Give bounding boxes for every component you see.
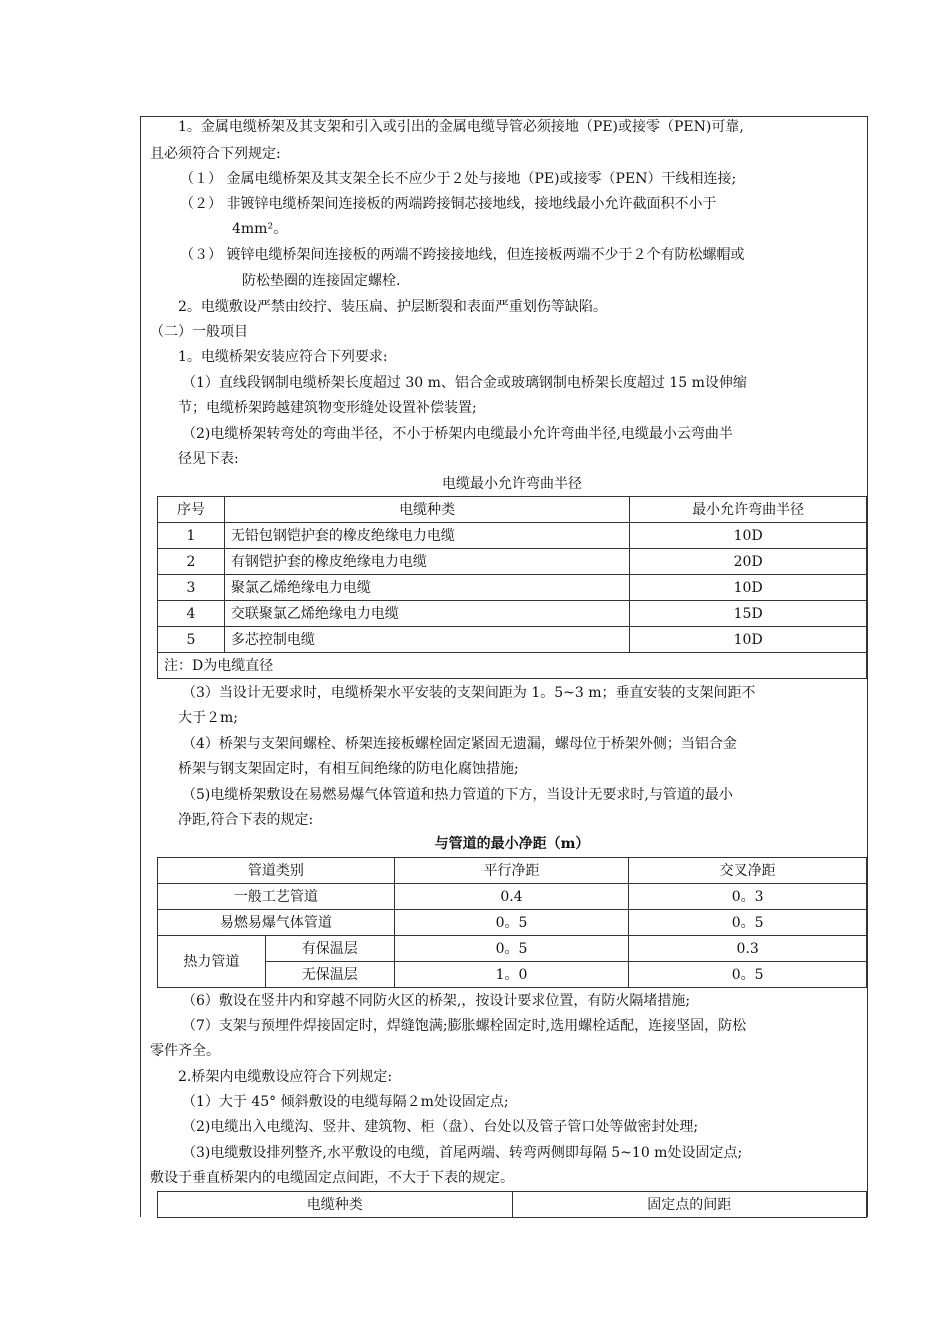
table-header-cell: 电缆种类 [158, 1192, 513, 1218]
table-cell: 5 [158, 627, 225, 653]
table-cell: 10D [630, 523, 867, 549]
table-header-cell: 固定点的间距 [512, 1192, 867, 1218]
general-item-2c-line1: （3)电缆敷设排列整齐,水平敷设的电缆，首尾两端、转弯两侧即每隔 5~10 m处设固定点; [182, 1145, 743, 1161]
table-cell: 一般工艺管道 [158, 884, 395, 910]
general-item-1c-line2: 大于２m; [178, 710, 238, 726]
general-item-1e-line2: 净距,符合下表的规定: [178, 812, 314, 828]
general-item-1c-line1: （3）当设计无要求时，电缆桥架水平安装的支架间距为 1。5~3 m；垂直安装的支架间距不 [182, 685, 756, 701]
table-cell: 0。5 [629, 962, 867, 988]
table2-caption: 与管道的最小净距（m） [434, 836, 590, 852]
table-note: 注：D为电缆直径 [158, 653, 867, 679]
table-cell: 4 [158, 601, 225, 627]
clause-3a: （３） 镀锌电缆桥架间连接板的两端不跨接接地线，但连接板两端不少于２个有防松螺帽或 [180, 247, 745, 263]
general-item-1a-line2: 节；电缆桥架跨越建筑物变形缝处设置补偿装置; [178, 400, 477, 416]
general-item-2: 2.桥架内电缆敷设应符合下列规定: [178, 1069, 393, 1085]
table-cell: 0。3 [629, 884, 867, 910]
table-cell: 10D [630, 575, 867, 601]
table-cell: 3 [158, 575, 225, 601]
paragraph-1a: 1。金属电缆桥架及其支架和引入或引出的金属电缆导管必须接地（PE)或接零（PEN)可靠, [178, 119, 744, 135]
table-cell: 交联聚氯乙烯绝缘电力电缆 [224, 601, 629, 627]
clause-1: （１） 金属电缆桥架及其支架全长不应少于２处与接地（PE)或接零（PEN）干线相连接; [180, 171, 737, 187]
table-group-cell: 热力管道 [158, 936, 266, 988]
general-item-1g-line2: 零件齐全。 [150, 1043, 220, 1059]
fixing-spacing-table [157, 1191, 867, 1218]
table-row [158, 575, 867, 601]
bend-radius-table [157, 496, 867, 679]
table-row [158, 523, 867, 549]
general-item-1d-line2: 桥架与钢支架固定时，有相互间绝缘的防电化腐蚀措施; [178, 761, 519, 777]
table-header-cell: 交叉净距 [629, 858, 867, 884]
general-item-2a: （1）大于 45° 倾斜敷设的电缆每隔２m处设固定点; [182, 1094, 509, 1110]
table-cell: 易燃易爆气体管道 [158, 910, 395, 936]
general-item-1a-line1: （1）直线段钢制电缆桥架长度超过 30 m、铝合金或玻璃钢制电桥架长度超过 15 m设伸缩 [182, 375, 747, 391]
table-header-cell: 电缆种类 [224, 497, 629, 523]
general-item-2b: （2)电缆出入电缆沟、竖井、建筑物、柜（盘）、台处以及管子管口处等做密封处理; [182, 1119, 699, 1135]
general-item-1e-line1: （5)电缆桥架敷设在易燃易爆气体管道和热力管道的下方，当设计无要求时,与管道的最小 [182, 787, 733, 803]
table-cell: 有保温层 [265, 936, 394, 962]
table-cell: 0.3 [629, 936, 867, 962]
table-cell: 0.4 [394, 884, 629, 910]
general-item-1b-line1: （2)电缆桥架转弯处的弯曲半径，不小于桥架内电缆最小允许弯曲半径,电缆最小云弯曲半 [182, 426, 733, 442]
pipe-clearance-table [157, 857, 867, 988]
general-item-1f: （6）敷设在竖井内和穿越不同防火区的桥架,，按设计要求位置，有防火隔堵措施; [182, 993, 691, 1009]
general-item-2c-line2: 敷设于垂直桥架内的电缆固定点间距，不大于下表的规定。 [150, 1170, 514, 1186]
table-header-cell: 序号 [158, 497, 225, 523]
table-cell: 无铅包钢铠护套的橡皮绝缘电力电缆 [224, 523, 629, 549]
table-row [158, 910, 867, 936]
clause-2b: 4mm²。 [232, 221, 288, 237]
table-row [158, 627, 867, 653]
table-note-row [158, 653, 867, 679]
table-header-cell: 平行净距 [394, 858, 629, 884]
general-item-1d-line1: （4）桥架与支架间螺栓、桥架连接板螺栓固定紧固无遗漏，螺母位于桥架外侧；当铝合金 [182, 736, 737, 752]
table-cell: 20D [630, 549, 867, 575]
table-cell: 15D [630, 601, 867, 627]
table-header-cell: 最小允许弯曲半径 [630, 497, 867, 523]
clause-2a: （２） 非镀锌电缆桥架间连接板的两端跨接铜芯接地线，接地线最小允许截面积不小于 [180, 196, 717, 212]
table-cell: 有钢铠护套的橡皮绝缘电力电缆 [224, 549, 629, 575]
table-cell: 1 [158, 523, 225, 549]
table-cell: 0。5 [394, 910, 629, 936]
section-heading-general: （二）一般项目 [150, 324, 248, 340]
table-cell: 1。0 [394, 962, 629, 988]
table-cell: 聚氯乙烯绝缘电力电缆 [224, 575, 629, 601]
table-row [158, 601, 867, 627]
table-header-row [158, 858, 867, 884]
table-header-row [158, 1192, 867, 1218]
paragraph-2: 2。电缆敷设严禁由绞拧、装压扁、护层断裂和表面严重划伤等缺陷。 [178, 299, 607, 315]
table-cell: 无保温层 [265, 962, 394, 988]
table-header-cell: 管道类别 [158, 858, 395, 884]
table-header-row [158, 497, 867, 523]
table-cell: 0。5 [394, 936, 629, 962]
table-row [158, 549, 867, 575]
table-row [158, 936, 867, 962]
clause-3b: 防松垫圈的连接固定螺栓. [242, 273, 401, 289]
table-cell: 10D [630, 627, 867, 653]
table-cell: 2 [158, 549, 225, 575]
general-item-1: 1。电缆桥架安装应符合下列要求: [178, 349, 388, 365]
general-item-1g-line1: （7）支架与预埋件焊接固定时，焊缝饱满;膨胀螺栓固定时,选用螺栓适配，连接坚固，防松 [182, 1018, 747, 1034]
table-cell: 0。5 [629, 910, 867, 936]
general-item-1b-line2: 径见下表: [178, 451, 239, 467]
table-cell: 多芯控制电缆 [224, 627, 629, 653]
table-row [158, 884, 867, 910]
table1-caption: 电缆最小允许弯曲半径 [442, 476, 582, 492]
paragraph-1b: 且必须符合下列规定: [150, 146, 281, 162]
